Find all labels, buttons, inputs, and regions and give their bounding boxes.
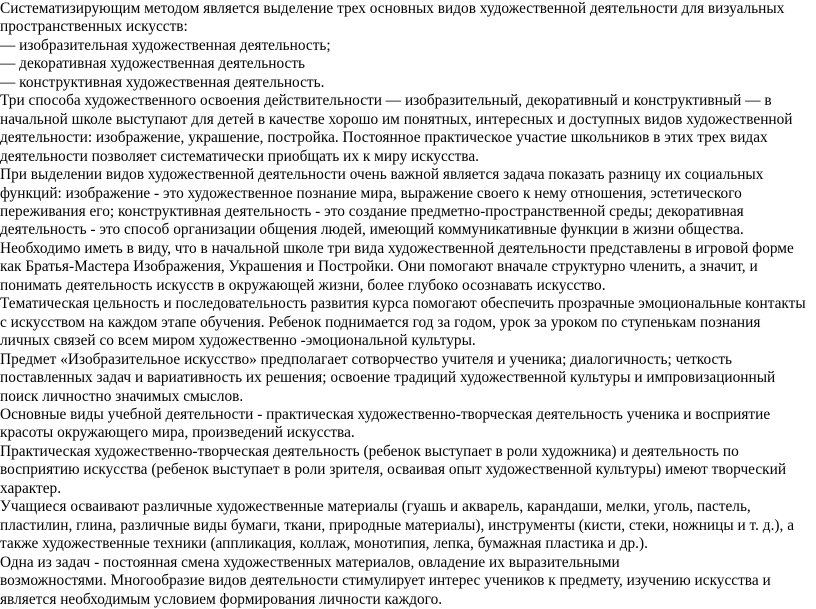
paragraph-intro: Систематизирующим методом является выделение трех основных видов художественной деятельности для визуальных пространственных искусств: <box>0 0 785 36</box>
paragraph-master-brothers: Необходимо иметь в виду, что в начальной школе три вида художественной деятельности представлены в игровой форме как Братья-Мастера Изображения, Украшения и Постройки. Они помогают вначале структурно членить, а значит, и понимать деятельность искусств в окружающей жизни, более глубоко осознавать искусство. <box>0 239 794 294</box>
list-item-decorative: — декоративная художественная деятельность <box>0 55 306 73</box>
paragraph-subject-description: Предмет «Изобразительное искусство» предполагает сотворчество учителя и ученика; диалогичность; четкость поставленных задач и вариативность их решения; освоение традиций художественной культуры и импровизационный поиск личностно значимых смыслов. <box>0 350 776 405</box>
paragraph-materials: Учащиеся осваивают различные художественные материалы (гуашь и акварель, карандаши, мелки, уголь, пастель, пластилин, глина, различные виды бумаги, ткани, природные материалы), инструменты (кисти, стеки, ножницы и т. д.), а также художественные техники (аппликация, коллаж, монотипия, лепка, бумажная пластика и др.). <box>0 498 794 553</box>
paragraph-activity-types: Основные виды учебной деятельности - практическая художественно-творческая деятельность ученика и восприятие красоты окружающего мира, произведений искусства. <box>0 405 771 442</box>
paragraph-three-methods: Три способа художественного освоения действительности — изобразительный, декоративный и конструктивный — в начальной школе выступают для детей в качестве хорошо им понятных, интересных и доступных видов художественной деятельности: изображение, украшение, постройка. Постоянное практическое участие школьников в этих трех видах деятельности позволяет систематически приобщать их к миру искусства. <box>0 92 793 165</box>
paragraph-social-functions: При выделении видов художественной деятельности очень важной является задача показать разницу их социальных функций: изображение - это художественное познание мира, выражение своего к нему отношения, эстетического переживания его; конструктивная деятельность - это создание предметно-пространственной среды; декоративная деятельность - это способ организации общения людей, имеющий коммуникативные функции в жизни общества. <box>0 166 764 239</box>
list-item-constructive: — конструктивная художественная деятельность. <box>0 73 325 91</box>
paragraph-thematic-integrity: Тематическая цельность и последовательность развития курса помогают обеспечить прозрачные эмоциональные контакты с искусством на каждом этапе обучения. Ребенок поднимается год за годом, урок за уроком по ступенькам познания личных связей со всем миром художественно -эмоциональной культуры. <box>0 295 806 350</box>
list-item-visual: — изобразительная художественная деятельность; <box>0 36 331 54</box>
paragraph-task: Одна из задач - постоянная смена художественных материалов, овладение их выразительными возможностями. Многообразие видов деятельности стимулирует интерес учеников к предмету, изучению искусства и является необходимым условием формирования личности каждого. <box>0 553 771 608</box>
paragraph-creative-activity: Практическая художественно-творческая деятельность (ребенок выступает в роли художника) и деятельность по восприятию искусства (ребенок выступает в роли зрителя, осваивая опыт художественной культуры) имеют творческий характер. <box>0 442 787 497</box>
